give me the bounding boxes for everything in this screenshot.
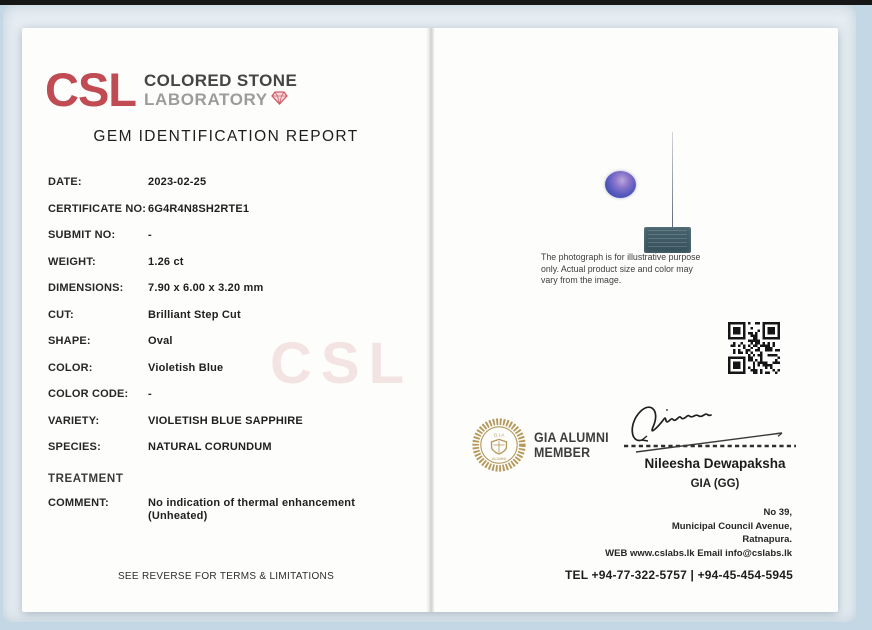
field-label: COLOR CODE: xyxy=(48,388,129,400)
field-label: SUBMIT NO: xyxy=(48,229,116,241)
gem-label-tag xyxy=(644,227,691,253)
certificate-right-page xyxy=(430,28,838,612)
field-row-date xyxy=(48,176,418,189)
address-line: No 39, xyxy=(763,507,792,518)
photo-top-edge xyxy=(0,0,872,5)
field-row-certificate-no xyxy=(48,203,418,216)
field-label: CERTIFICATE NO: xyxy=(48,202,147,215)
field-value: 1.26 ct xyxy=(148,255,184,268)
logo-line-colored-stone: COLORED STONE xyxy=(144,71,298,90)
treatment-heading: TREATMENT xyxy=(48,473,124,485)
lab-address xyxy=(605,506,792,560)
field-value: - xyxy=(148,388,152,400)
field-value: VIOLETISH BLUE SAPPHIRE xyxy=(148,414,303,427)
svg-text:ALUMNI: ALUMNI xyxy=(491,456,507,461)
field-label: CUT: xyxy=(48,308,74,321)
tel-line: TEL +94-77-322-5757 | +94-45-454-5945 xyxy=(564,568,793,582)
address-line: Municipal Council Avenue, xyxy=(671,520,792,532)
certificate-left-page xyxy=(22,28,430,612)
reverse-terms-note: SEE REVERSE FOR TERMS & LIMITATIONS xyxy=(117,571,335,582)
qr-code-icon xyxy=(728,322,780,374)
address-line: Ratnapura. xyxy=(742,534,792,545)
field-label: SPECIES: xyxy=(48,441,101,453)
logo-line-laboratory: LABORATORY xyxy=(144,90,297,109)
field-value: 6G4R4N8SH2RTE1 xyxy=(148,202,250,215)
field-value: Oval xyxy=(148,335,173,347)
field-value: NATURAL CORUNDUM xyxy=(148,441,272,453)
web-email-line: WEB www.cslabs.lk Email info@cslabs.lk xyxy=(605,547,792,559)
field-value: Violetish Blue xyxy=(148,361,224,374)
field-value: 2023-02-25 xyxy=(148,176,207,188)
field-label: VARIETY: xyxy=(48,414,100,427)
csl-logo-wordmark xyxy=(144,70,297,109)
field-row-shape xyxy=(48,335,418,348)
field-row-weight xyxy=(48,256,418,269)
photo-disclaimer: The photograph is for illustrative purpose only. Actual product size and color may vary from the image. xyxy=(541,252,701,286)
gemstone-photo xyxy=(605,171,636,198)
csl-watermark: CSL xyxy=(270,331,413,396)
gia-alumni-member-label: GIA ALUMNI MEMBER xyxy=(534,430,609,460)
report-fields xyxy=(48,176,418,537)
signatory-name: Nileesha Dewapaksha xyxy=(644,456,786,471)
report-title: GEM IDENTIFICATION REPORT xyxy=(93,128,359,145)
diamond-icon xyxy=(271,90,288,109)
csl-logo xyxy=(45,63,298,116)
field-value: Brilliant Step Cut xyxy=(148,308,241,321)
field-row-variety xyxy=(48,415,418,428)
field-row-submit-no xyxy=(48,229,418,242)
field-label: DIMENSIONS: xyxy=(48,282,124,294)
paper-fold-line xyxy=(426,28,435,612)
field-label: SHAPE: xyxy=(48,335,91,347)
field-value: 7.90 x 6.00 x 3.20 mm xyxy=(148,282,264,294)
field-row-color-code xyxy=(48,388,418,401)
csl-logo-acronym: CSL xyxy=(45,63,136,116)
tag-string xyxy=(672,132,673,229)
field-label: COMMENT: xyxy=(48,497,109,509)
field-label: DATE: xyxy=(48,176,82,188)
field-label: WEIGHT: xyxy=(48,255,96,268)
field-row-species xyxy=(48,441,418,454)
field-row-color xyxy=(48,362,418,375)
field-row-dimensions xyxy=(48,282,418,295)
field-label: COLOR: xyxy=(48,361,93,374)
field-value: - xyxy=(148,229,152,241)
field-value: No indication of thermal enhancement (Unheated) xyxy=(148,497,356,522)
gia-alumni-seal-icon xyxy=(471,417,527,473)
certificate-paper xyxy=(22,28,838,612)
svg-text:G.I.A: G.I.A xyxy=(493,432,505,438)
field-row-cut xyxy=(48,309,418,322)
signature-scribble xyxy=(620,396,800,456)
field-row-comment xyxy=(48,497,418,523)
signatory-credential: GIA (GG) xyxy=(690,478,740,490)
